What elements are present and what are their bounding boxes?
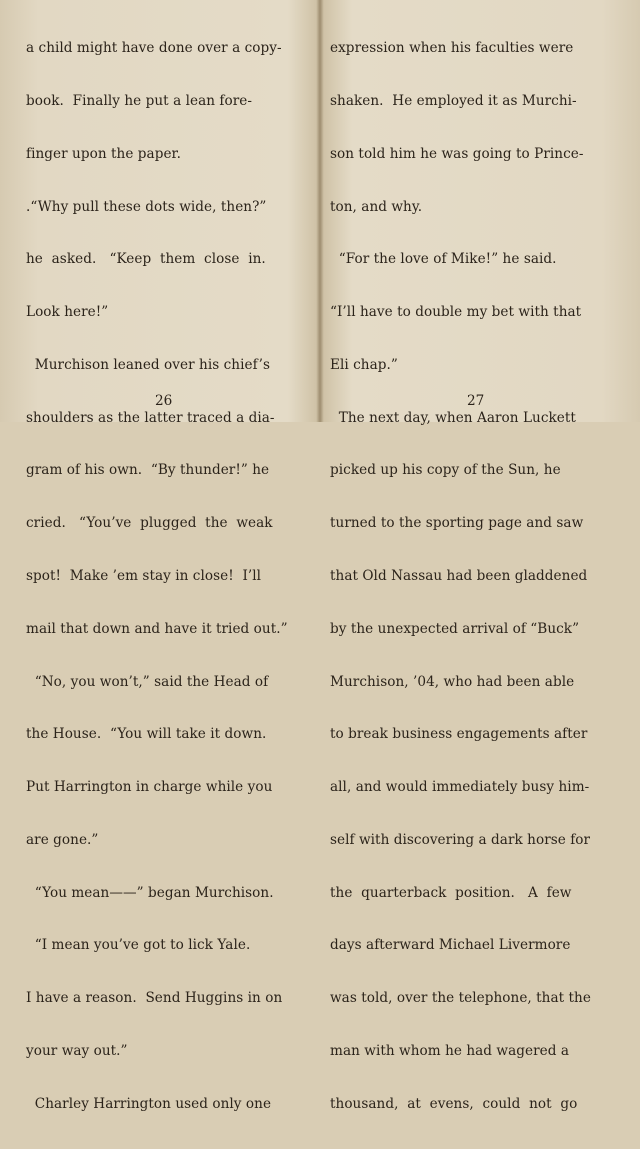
- text-line: man with whom he had wagered a: [330, 1043, 570, 1060]
- text-line: he asked. “Keep them close in.: [26, 251, 266, 268]
- text-line: Look here!”: [26, 304, 109, 321]
- text-line: “No, you won’t,” said the Head of: [26, 673, 269, 690]
- text-line: cried. “You’ve plugged the weak: [26, 515, 273, 532]
- text-line: self with discovering a dark horse for: [330, 831, 591, 848]
- text-line: Murchison leaned over his chief’s: [26, 356, 271, 373]
- text-line: turned to the sporting page and saw: [330, 515, 584, 532]
- text-line: your way out.”: [26, 1043, 128, 1060]
- page-number: 27: [467, 393, 485, 409]
- text-line: Murchison, ’04, who had been able: [330, 673, 575, 690]
- text-line: shaken. He employed it as Murchi-: [330, 92, 577, 109]
- text-line: picked up his copy of the Sun, he: [330, 462, 561, 479]
- text-line: “For the love of Mike!” he said.: [330, 251, 557, 268]
- text-line: shoulders as the latter traced a dia-: [26, 409, 275, 426]
- text-line: expression when his faculties were: [330, 40, 574, 57]
- text-line: .“Why pull these dots wide, then?”: [26, 198, 267, 215]
- text-line: “I’ll have to double my bet with that: [330, 304, 582, 321]
- text-line: Eli chap.”: [330, 356, 398, 373]
- text-line: I have a reason. Send Huggins in on: [26, 990, 283, 1007]
- text-line: Put Harrington in charge while you: [26, 779, 273, 796]
- left-page-text: [26, 5, 308, 1149]
- text-line: the quarterback position. A few: [330, 884, 572, 901]
- text-line: all, and would immediately busy him-: [330, 779, 590, 796]
- text-line: Charley Harrington used only one: [26, 1095, 272, 1112]
- text-line: to break business engagements after: [330, 726, 588, 743]
- text-line: gram of his own. “By thunder!” he: [26, 462, 270, 479]
- text-line: by the unexpected arrival of “Buck”: [330, 620, 580, 637]
- left-page: [0, 0, 318, 1112]
- text-line: son told him he was going to Prince-: [330, 145, 584, 162]
- text-line: that Old Nassau had been gladdened: [330, 568, 588, 584]
- text-line: was told, over the telephone, that the: [330, 990, 591, 1007]
- text-line: spot! Make ’em stay in close! I’ll: [26, 568, 262, 584]
- page-number: 26: [155, 393, 173, 409]
- text-line: finger upon the paper.: [26, 145, 181, 162]
- text-line: are gone.”: [26, 831, 99, 848]
- right-page-text: [330, 5, 626, 1149]
- right-page: [322, 0, 640, 1112]
- text-line: “You mean——” began Murchison.: [26, 884, 274, 901]
- text-line: ton, and why.: [330, 198, 423, 215]
- text-line: mail that down and have it tried out.”: [26, 620, 288, 637]
- text-line: “I mean you’ve got to lick Yale.: [26, 937, 251, 954]
- text-line: The next day, when Aaron Luckett: [330, 409, 576, 426]
- text-line: book. Finally he put a lean fore-: [26, 92, 253, 109]
- text-line: a child might have done over a copy-: [26, 40, 282, 57]
- text-line: days afterward Michael Livermore: [330, 937, 571, 954]
- text-line: thousand, at evens, could not go: [330, 1095, 578, 1112]
- text-line: the House. “You will take it down.: [26, 726, 267, 743]
